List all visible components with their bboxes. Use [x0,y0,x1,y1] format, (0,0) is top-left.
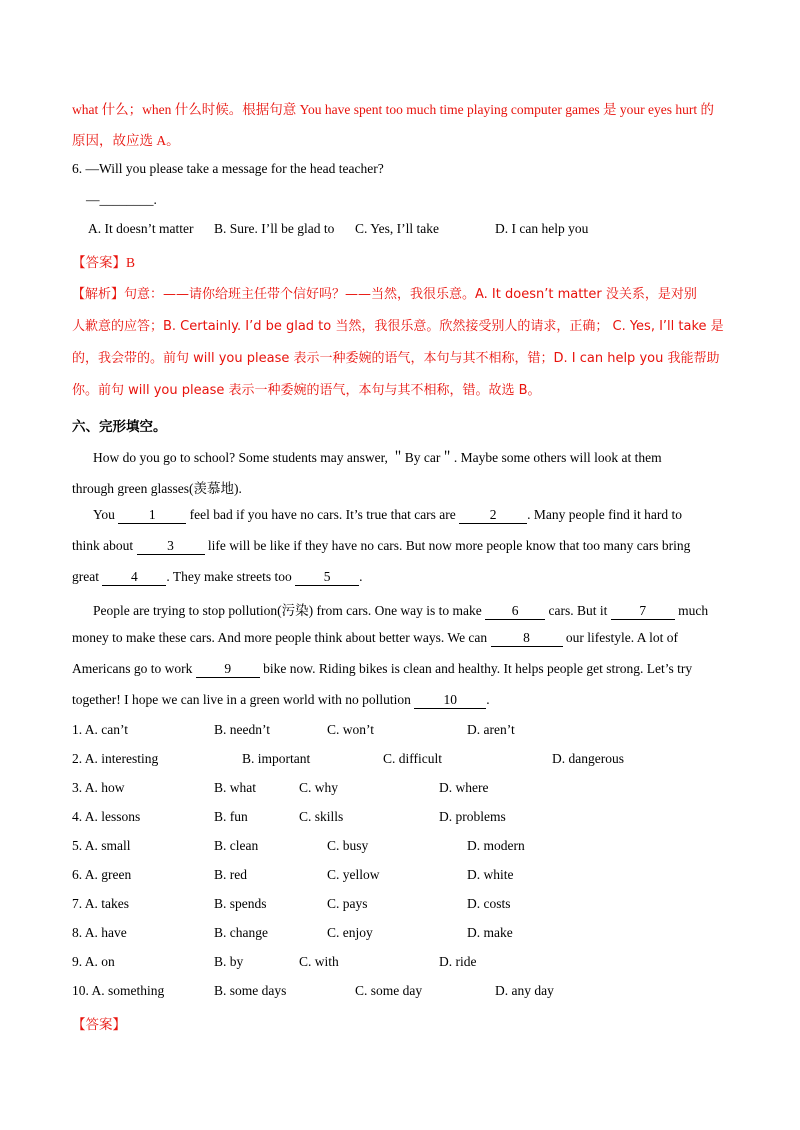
question-7-option-c: C. pays [327,896,368,911]
text-segment: life will be like if they have no cars. But now more people know that too many cars bring [204,538,691,553]
blank-10[interactable]: 10 [414,693,486,709]
blank-5[interactable]: 5 [295,570,359,586]
question-7-option-b: B. spends [214,896,267,911]
passage-p3-line-2 [72,630,678,647]
question-5-option-a: 5. A. small [72,838,131,853]
q6-analysis-line-2: 人歉意的应答；B. Certainly. I’d be glad to 当然，我很乐意。欣然接受别人的请求，正确； C. Yes, I’ll take 是 [72,319,724,334]
blank-2[interactable]: 2 [459,508,527,524]
blank-3[interactable]: 3 [137,539,205,555]
question-9-option-c: C. with [299,954,339,969]
q6-stem: 6. —Will you please take a message for the head teacher? [72,161,384,176]
question-1-option-c: C. won’t [327,722,375,737]
question-10-option-a: 10. A. something [72,983,165,998]
question-6-option-b: B. red [214,867,247,882]
question-5-option-b: B. clean [214,838,259,853]
q6-answer: 【答案】B [72,255,136,270]
question-8-option-d: D. make [467,925,513,940]
passage-p3-line-4 [72,692,490,709]
final-answer-label: 【答案】 [72,1017,126,1032]
question-8-option-a: 8. A. have [72,925,127,940]
question-10-option-c: C. some day [355,983,423,998]
passage-p2-line-1 [93,507,682,524]
q6-option-b: B. Sure. I’ll be glad to [214,221,335,236]
question-2-option-d: D. dangerous [552,751,624,766]
blank-6[interactable]: 6 [485,604,545,620]
passage-p3-line-3 [72,661,692,678]
q6-analysis-line-1: 【解析】句意：——请你给班主任带个信好吗？——当然，我很乐意。A. It doesn’t matter 没关系，是对别 [72,287,697,302]
passage-p1-line-2: through green glasses(羡慕地). [72,481,242,496]
question-9-option-d: D. ride [439,954,477,969]
text-segment: together! I hope we can live in a green world with no pollution [72,692,415,707]
question-4-option-b: B. fun [214,809,248,824]
text-segment: great [72,569,103,584]
text-segment: feel bad if you have no cars. It’s true that cars are [186,507,460,522]
question-8-option-b: B. change [214,925,268,940]
question-7-option-d: D. costs [467,896,511,911]
question-10-option-b: B. some days [214,983,287,998]
passage-p1-line-1: How do you go to school? Some students may answer, ＂By car＂. Maybe some others will look at them [93,450,662,465]
question-10-option-d: D. any day [495,983,554,998]
text-segment: money to make these cars. And more people think about better ways. We can [72,630,491,645]
question-3-option-c: C. why [299,780,339,795]
q6-analysis-line-4: 你。前句 will you please 表示一种委婉的语气，本句与其不相称，错。故选 B。 [72,383,541,398]
text-segment: . They make streets too [166,569,296,584]
question-4-option-d: D. problems [439,809,506,824]
passage-p2-line-3 [72,569,362,586]
question-2-option-c: C. difficult [383,751,442,766]
question-7-option-a: 7. A. takes [72,896,129,911]
text-segment: . Many people find it hard to [527,507,683,522]
question-4-option-c: C. skills [299,809,344,824]
question-3-option-b: B. what [214,780,256,795]
text-segment: People are trying to stop pollution(污染) from cars. One way is to make [93,603,486,618]
question-9-option-a: 9. A. on [72,954,115,969]
blank-8[interactable]: 8 [491,631,563,647]
text-segment: cars. But it [545,603,611,618]
question-4-option-a: 4. A. lessons [72,809,141,824]
text-segment: . [359,569,363,584]
question-2-option-b: B. important [242,751,311,766]
q6-analysis-line-3: 的，我会带的。前句 will you please 表示一种委婉的语气，本句与其不相称，错；D. I can help you 我能帮助 [72,351,720,366]
question-3-option-d: D. where [439,780,489,795]
section-title: 六、完形填空。 [72,419,167,434]
question-6-option-a: 6. A. green [72,867,132,882]
question-5-option-c: C. busy [327,838,369,853]
text-segment: bike now. Riding bikes is clean and healthy. It helps people get strong. Let’s try [259,661,693,676]
q6-reply: —________. [86,192,157,207]
text-segment: our lifestyle. A lot of [562,630,679,645]
text-segment: think about [72,538,137,553]
text-segment: Americans go to work [72,661,196,676]
question-6-option-d: D. white [467,867,514,882]
question-9-option-b: B. by [214,954,244,969]
question-3-option-a: 3. A. how [72,780,125,795]
blank-9[interactable]: 9 [196,662,260,678]
blank-1[interactable]: 1 [118,508,186,524]
text-segment: . [486,692,490,707]
question-1-option-d: D. aren’t [467,722,515,737]
blank-7[interactable]: 7 [611,604,675,620]
passage-p2-line-2 [72,538,690,555]
prev-explanation-line-1: what 什么；when 什么时候。根据句意 You have spent too much time playing computer games 是 your eyes hurt 的 [72,102,715,117]
q6-option-d: D. I can help you [495,221,589,236]
question-6-option-c: C. yellow [327,867,380,882]
question-2-option-a: 2. A. interesting [72,751,159,766]
text-segment: You [93,507,119,522]
question-5-option-d: D. modern [467,838,525,853]
blank-4[interactable]: 4 [102,570,166,586]
q6-option-a: A. It doesn’t matter [88,221,194,236]
question-1-option-a: 1. A. can’t [72,722,128,737]
question-8-option-c: C. enjoy [327,925,373,940]
question-1-option-b: B. needn’t [214,722,270,737]
passage-p3-line-1 [93,599,708,620]
prev-explanation-line-2: 原因，故应选 A。 [72,133,180,148]
q6-option-c: C. Yes, I’ll take [355,221,439,236]
text-segment: much [674,603,709,618]
